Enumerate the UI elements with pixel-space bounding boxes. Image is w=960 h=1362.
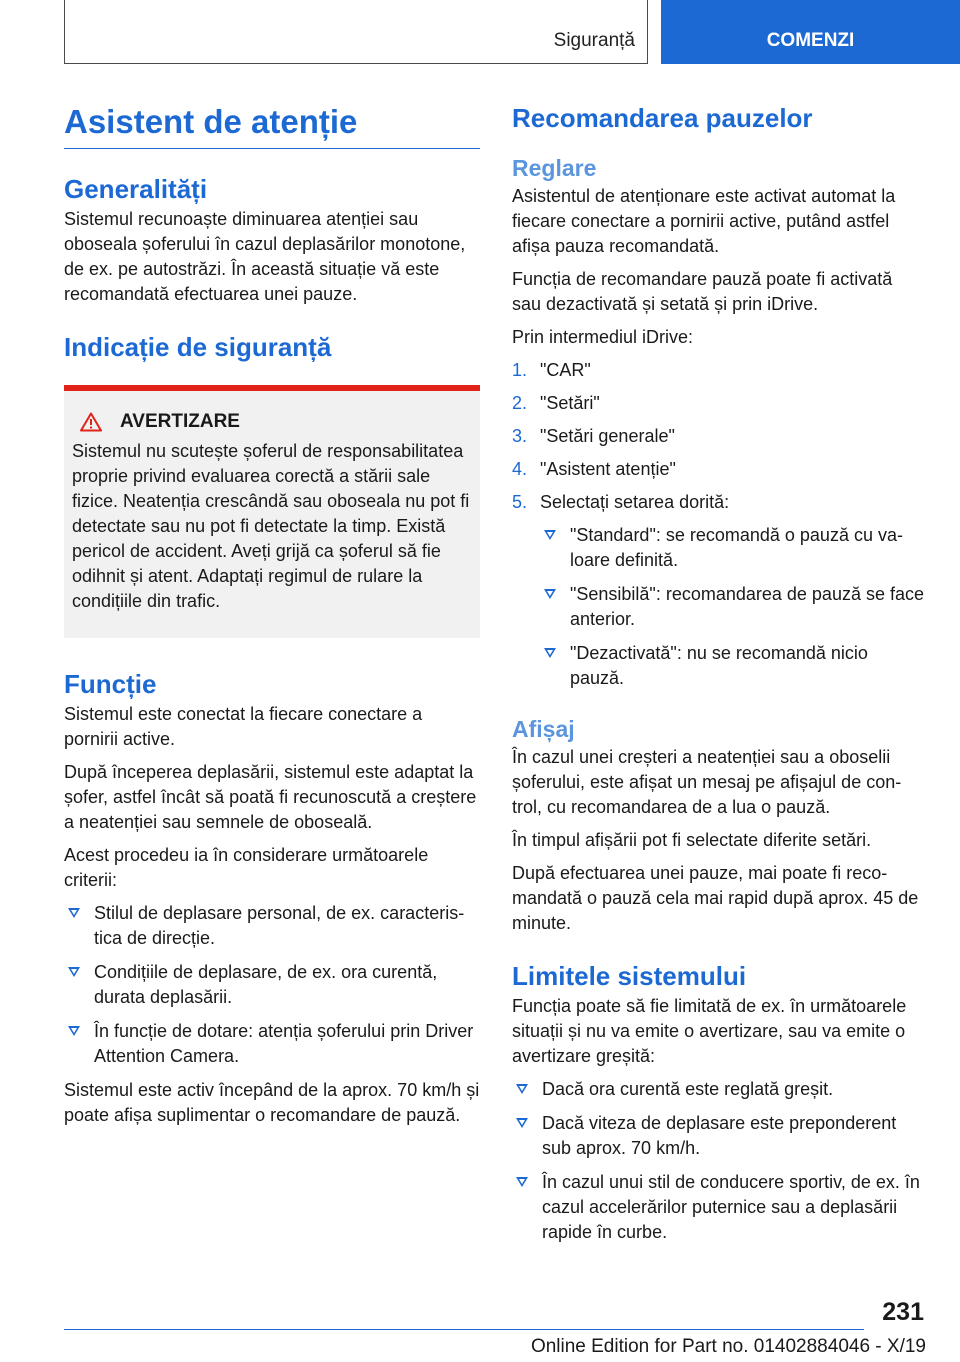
setting-paragraph-3: Prin intermediul iDrive: bbox=[512, 327, 694, 347]
limits-paragraph-1: Funcția poate să fie limitată de ex. în următoarele situații și nu va emite o avertizare, sau va emite o avertizare greșită: bbox=[512, 996, 907, 1066]
left-column bbox=[64, 100, 480, 1136]
display-heading: Afișaj bbox=[512, 716, 575, 742]
right-column bbox=[512, 100, 924, 1254]
list-item: Stilul de deplasare personal, de ex. caracteristica de direcție. bbox=[64, 901, 480, 951]
list-item: "Dezactivată": nu se recomandă nicio pauză. bbox=[540, 641, 924, 691]
list-item: "Standard": se recomandă o pauză cu valoare definită. bbox=[540, 523, 924, 573]
bullet-triangle-icon bbox=[68, 1026, 80, 1036]
bullet-triangle-icon bbox=[516, 1177, 528, 1187]
list-item: 3. "Setări generale" bbox=[512, 426, 675, 446]
header-section-title: Siguranță bbox=[553, 30, 635, 51]
list-item: Dacă viteza de deplasare este preponderent sub aprox. 70 km/h. bbox=[512, 1111, 924, 1161]
page-title: Asistent de atenție bbox=[64, 100, 480, 149]
setting-options-list bbox=[512, 523, 924, 691]
limits-list bbox=[512, 1077, 924, 1245]
list-item: 4. "Asistent atenție" bbox=[512, 459, 676, 479]
break-recommendation-title: Recomandarea pauzelor bbox=[512, 103, 813, 133]
function-paragraph-4: Sistemul este activ începând de la aprox. 70 km/h și poate afișa suplimentar o recomandare de pauză. bbox=[64, 1080, 480, 1125]
list-item: În funcție de dotare: atenția șoferului prin Driver Attention Camera. bbox=[64, 1019, 480, 1069]
bullet-triangle-icon bbox=[516, 1118, 528, 1128]
list-item: "Sensibilă": recomandarea de pauză se face anterior. bbox=[540, 582, 924, 632]
idrive-steps-list bbox=[512, 358, 924, 515]
list-item: Dacă ora curentă este reglată greșit. bbox=[512, 1077, 924, 1102]
criteria-list bbox=[64, 901, 480, 1069]
general-heading: Generalități bbox=[64, 174, 208, 204]
footer-divider bbox=[64, 1329, 864, 1330]
warning-title-row bbox=[72, 411, 472, 433]
bullet-triangle-icon bbox=[544, 530, 556, 540]
function-paragraph-3: Acest procedeu ia în considerare următoarele criterii: bbox=[64, 845, 429, 890]
display-paragraph-2: În timpul afișării pot fi selectate diferite setări. bbox=[512, 830, 872, 850]
function-heading: Funcție bbox=[64, 669, 157, 699]
safety-heading: Indicație de siguranță bbox=[64, 332, 332, 362]
display-paragraph-1: În cazul unei creșteri a neatenției sau a oboselii șoferului, este afișat un mesaj pe afișajul de control, cu recomandarea de a lua o pauză. bbox=[512, 747, 902, 817]
display-paragraph-3: După efectuarea unei pauze, mai poate fi recomandată o pauză cela mai rapid după aprox. 45 de minute. bbox=[512, 863, 919, 933]
list-item: 1. "CAR" bbox=[512, 360, 591, 380]
list-item: În cazul unui stil de conducere sportiv, de ex. în cazul accelerărilor puternice sau a deplasării rapide în curbe. bbox=[512, 1170, 924, 1245]
header-box bbox=[64, 0, 648, 64]
setting-heading: Reglare bbox=[512, 155, 597, 181]
warning-title: AVERTIZARE bbox=[120, 411, 240, 432]
warning-box bbox=[64, 385, 480, 638]
setting-paragraph-2: Funcția de recomandare pauză poate fi activată sau dezactivată și setată și prin iDrive. bbox=[512, 269, 893, 314]
bullet-triangle-icon bbox=[544, 589, 556, 599]
bullet-triangle-icon bbox=[68, 967, 80, 977]
list-item: 2. "Setări" bbox=[512, 393, 600, 413]
header-tab-label: COMENZI bbox=[766, 30, 855, 51]
page-number: 231 bbox=[882, 1298, 924, 1326]
bullet-triangle-icon bbox=[544, 648, 556, 658]
bullet-triangle-icon bbox=[68, 908, 80, 918]
warning-text: Sistemul nu scutește șoferul de responsabilitatea proprie privind evaluarea corectă a stării sale fizice. Neatenția crescândă sau oboseala nu pot fi detectate sau nu pot fi detectate la timp. Există pericol de accident. Aveți grijă ca șoferul să fie odihnit și atent. Adaptați regimul de rulare la condițiile din trafic. bbox=[72, 441, 470, 611]
setting-paragraph-1: Asistentul de atenționare este activat automat la fiecare conectare a pornirii active, putând astfel afișa pauza recomandată. bbox=[512, 186, 896, 256]
warning-triangle-icon bbox=[80, 412, 102, 432]
function-paragraph-2: După începerea deplasării, sistemul este adaptat la șofer, astfel încât să poată fi recunoscută a creștere a neatenției sau semnele de oboseală. bbox=[64, 762, 477, 832]
general-text: Sistemul recunoaște diminuarea atenției sau oboseala șoferului în cazul deplasărilor monotone, de ex. pe autostrăzi. În această situație vă este recomandată efectuarea unei pauze. bbox=[64, 209, 466, 304]
header-chapter-tab[interactable] bbox=[661, 0, 960, 64]
limits-heading: Limitele sistemului bbox=[512, 961, 747, 991]
bullet-triangle-icon bbox=[516, 1084, 528, 1094]
edition-footer: Online Edition for Part no. 01402884046 - X/19 bbox=[530, 1336, 926, 1357]
list-item: Condițiile de deplasare, de ex. ora curentă, durata deplasării. bbox=[64, 960, 480, 1010]
function-paragraph-1: Sistemul este conectat la fiecare conectare a pornirii active. bbox=[64, 704, 423, 749]
list-item: 5. Selectați setarea dorită: bbox=[512, 492, 730, 512]
